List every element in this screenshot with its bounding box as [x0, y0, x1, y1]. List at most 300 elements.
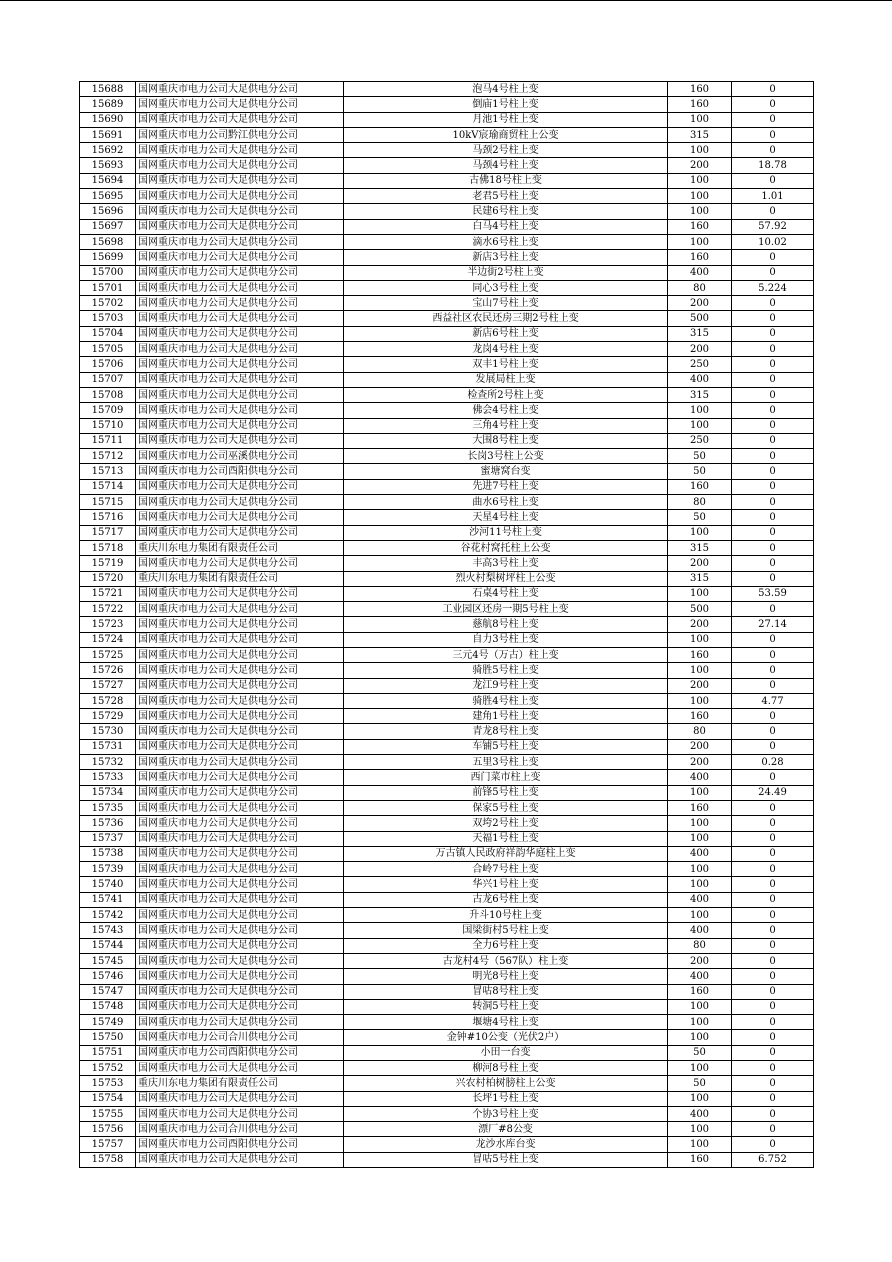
company-cell: 国网重庆市电力公司大足供电分公司 — [136, 693, 344, 708]
transformer-name-cell: 双垮2号柱上变 — [344, 816, 668, 831]
value-cell: 0 — [732, 984, 814, 999]
table-row — [80, 1061, 814, 1076]
table-row — [80, 265, 814, 280]
transformer-name-cell: 万古镇人民政府祥韵华庭柱上变 — [344, 846, 668, 861]
row-id-cell: 15722 — [80, 602, 136, 617]
value-cell: 0 — [732, 602, 814, 617]
capacity-cell: 50 — [668, 510, 732, 525]
row-id-cell: 15738 — [80, 846, 136, 861]
transformer-name-cell: 古龙村4号（567队）柱上变 — [344, 953, 668, 968]
table-row — [80, 709, 814, 724]
company-cell: 国网重庆市电力公司大足供电分公司 — [136, 846, 344, 861]
company-cell: 国网重庆市电力公司大足供电分公司 — [136, 647, 344, 662]
table-row — [80, 770, 814, 785]
value-cell: 0 — [732, 846, 814, 861]
company-cell: 国网重庆市电力公司酉阳供电分公司 — [136, 464, 344, 479]
table-row — [80, 296, 814, 311]
value-cell: 0 — [732, 510, 814, 525]
capacity-cell: 80 — [668, 495, 732, 510]
company-cell: 国网重庆市电力公司大足供电分公司 — [136, 189, 344, 204]
row-id-cell: 15703 — [80, 311, 136, 326]
value-cell: 0 — [732, 862, 814, 877]
transformer-name-cell: 古龙6号柱上变 — [344, 892, 668, 907]
company-cell: 国网重庆市电力公司大足供电分公司 — [136, 800, 344, 815]
capacity-cell: 200 — [668, 158, 732, 173]
value-cell: 0 — [732, 372, 814, 387]
row-id-cell: 15701 — [80, 280, 136, 295]
row-id-cell: 15695 — [80, 189, 136, 204]
company-cell: 重庆川东电力集团有限责任公司 — [136, 540, 344, 555]
row-id-cell: 15730 — [80, 724, 136, 739]
capacity-cell: 200 — [668, 617, 732, 632]
transformer-name-cell: 泡马4号柱上变 — [344, 82, 668, 97]
company-cell: 国网重庆市电力公司大足供电分公司 — [136, 234, 344, 249]
capacity-cell: 100 — [668, 112, 732, 127]
capacity-cell: 160 — [668, 479, 732, 494]
value-cell: 0 — [732, 678, 814, 693]
company-cell: 国网重庆市电力公司巫溪供电分公司 — [136, 449, 344, 464]
company-cell: 国网重庆市电力公司大足供电分公司 — [136, 999, 344, 1014]
value-cell: 0 — [732, 1045, 814, 1060]
value-cell: 0 — [732, 556, 814, 571]
capacity-cell: 160 — [668, 647, 732, 662]
row-id-cell: 15741 — [80, 892, 136, 907]
value-cell: 0 — [732, 800, 814, 815]
company-cell: 国网重庆市电力公司大足供电分公司 — [136, 143, 344, 158]
company-cell: 国网重庆市电力公司黔江供电分公司 — [136, 127, 344, 142]
row-id-cell: 15733 — [80, 770, 136, 785]
company-cell: 国网重庆市电力公司大足供电分公司 — [136, 709, 344, 724]
capacity-cell: 100 — [668, 862, 732, 877]
value-cell: 0 — [732, 571, 814, 586]
transformer-name-cell: 五里3号柱上变 — [344, 755, 668, 770]
table-row — [80, 280, 814, 295]
value-cell: 18.78 — [732, 158, 814, 173]
value-cell: 0 — [732, 739, 814, 754]
value-cell: 0 — [732, 831, 814, 846]
company-cell: 国网重庆市电力公司大足供电分公司 — [136, 663, 344, 678]
row-id-cell: 15689 — [80, 97, 136, 112]
value-cell: 0 — [732, 387, 814, 402]
transformer-name-cell: 明光8号柱上变 — [344, 969, 668, 984]
company-cell: 国网重庆市电力公司大足供电分公司 — [136, 495, 344, 510]
value-cell: 24.49 — [732, 785, 814, 800]
value-cell: 0 — [732, 632, 814, 647]
value-cell: 0 — [732, 173, 814, 188]
transformer-name-cell: 龙岗4号柱上变 — [344, 342, 668, 357]
value-cell: 0.28 — [732, 755, 814, 770]
company-cell: 国网重庆市电力公司大足供电分公司 — [136, 265, 344, 280]
table-row — [80, 219, 814, 234]
company-cell: 国网重庆市电力公司大足供电分公司 — [136, 755, 344, 770]
transformer-name-cell: 佛会4号柱上变 — [344, 403, 668, 418]
table-row — [80, 342, 814, 357]
row-id-cell: 15697 — [80, 219, 136, 234]
value-cell: 0 — [732, 403, 814, 418]
row-id-cell: 15753 — [80, 1076, 136, 1091]
transformer-name-cell: 合岭7号柱上变 — [344, 862, 668, 877]
table-row — [80, 999, 814, 1014]
table-row — [80, 1152, 814, 1167]
row-id-cell: 15756 — [80, 1122, 136, 1137]
value-cell: 0 — [732, 97, 814, 112]
row-id-cell: 15734 — [80, 785, 136, 800]
row-id-cell: 15700 — [80, 265, 136, 280]
company-cell: 国网重庆市电力公司大足供电分公司 — [136, 1061, 344, 1076]
capacity-cell: 100 — [668, 189, 732, 204]
value-cell: 0 — [732, 495, 814, 510]
capacity-cell: 100 — [668, 816, 732, 831]
company-cell: 国网重庆市电力公司大足供电分公司 — [136, 250, 344, 265]
transformer-name-cell: 三角4号柱上变 — [344, 418, 668, 433]
company-cell: 国网重庆市电力公司大足供电分公司 — [136, 280, 344, 295]
capacity-cell: 100 — [668, 831, 732, 846]
data-table — [79, 81, 814, 1168]
company-cell: 国网重庆市电力公司大足供电分公司 — [136, 1152, 344, 1167]
row-id-cell: 15709 — [80, 403, 136, 418]
capacity-cell: 100 — [668, 1015, 732, 1030]
value-cell: 0 — [732, 464, 814, 479]
transformer-name-cell: 前锋5号柱上变 — [344, 785, 668, 800]
value-cell: 0 — [732, 112, 814, 127]
table-row — [80, 892, 814, 907]
table-row — [80, 693, 814, 708]
value-cell: 27.14 — [732, 617, 814, 632]
capacity-cell: 100 — [668, 234, 732, 249]
row-id-cell: 15727 — [80, 678, 136, 693]
company-cell: 国网重庆市电力公司大足供电分公司 — [136, 831, 344, 846]
capacity-cell: 100 — [668, 1122, 732, 1137]
transformer-name-cell: 新店3号柱上变 — [344, 250, 668, 265]
row-id-cell: 15748 — [80, 999, 136, 1014]
capacity-cell: 50 — [668, 464, 732, 479]
transformer-name-cell: 长岗3号柱上公变 — [344, 449, 668, 464]
value-cell: 0 — [732, 127, 814, 142]
company-cell: 国网重庆市电力公司大足供电分公司 — [136, 785, 344, 800]
table-row — [80, 602, 814, 617]
company-cell: 国网重庆市电力公司大足供电分公司 — [136, 862, 344, 877]
value-cell: 53.59 — [732, 586, 814, 601]
table-row — [80, 158, 814, 173]
table-row — [80, 433, 814, 448]
company-cell: 国网重庆市电力公司大足供电分公司 — [136, 326, 344, 341]
capacity-cell: 160 — [668, 800, 732, 815]
company-cell: 国网重庆市电力公司大足供电分公司 — [136, 617, 344, 632]
table-row — [80, 1076, 814, 1091]
capacity-cell: 160 — [668, 82, 732, 97]
capacity-cell: 100 — [668, 173, 732, 188]
transformer-name-cell: 检查所2号柱上变 — [344, 387, 668, 402]
value-cell: 0 — [732, 1122, 814, 1137]
value-cell: 0 — [732, 770, 814, 785]
company-cell: 国网重庆市电力公司合川供电分公司 — [136, 1122, 344, 1137]
transformer-name-cell: 小田一台变 — [344, 1045, 668, 1060]
capacity-cell: 315 — [668, 387, 732, 402]
row-id-cell: 15755 — [80, 1106, 136, 1121]
company-cell: 国网重庆市电力公司大足供电分公司 — [136, 311, 344, 326]
transformer-name-cell: 金钟#10公变（光伏2户） — [344, 1030, 668, 1045]
transformer-name-cell: 升斗10号柱上变 — [344, 908, 668, 923]
transformer-name-cell: 漂厂#8公变 — [344, 1122, 668, 1137]
capacity-cell: 100 — [668, 877, 732, 892]
value-cell: 0 — [732, 311, 814, 326]
company-cell: 国网重庆市电力公司大足供电分公司 — [136, 953, 344, 968]
transformer-name-cell: 三元4号（万古）柱上变 — [344, 647, 668, 662]
table-row — [80, 112, 814, 127]
transformer-name-cell: 堰塘4号柱上变 — [344, 1015, 668, 1030]
row-id-cell: 15726 — [80, 663, 136, 678]
row-id-cell: 15688 — [80, 82, 136, 97]
table-row — [80, 449, 814, 464]
company-cell: 国网重庆市电力公司大足供电分公司 — [136, 296, 344, 311]
capacity-cell: 500 — [668, 602, 732, 617]
value-cell: 0 — [732, 1137, 814, 1152]
row-id-cell: 15711 — [80, 433, 136, 448]
table-body — [80, 82, 814, 1168]
value-cell: 0 — [732, 1030, 814, 1045]
table-row — [80, 143, 814, 158]
transformer-name-cell: 保家5号柱上变 — [344, 800, 668, 815]
table-row — [80, 969, 814, 984]
row-id-cell: 15706 — [80, 357, 136, 372]
table-row — [80, 831, 814, 846]
capacity-cell: 400 — [668, 892, 732, 907]
table-row — [80, 571, 814, 586]
table-row — [80, 510, 814, 525]
value-cell: 0 — [732, 342, 814, 357]
capacity-cell: 100 — [668, 1030, 732, 1045]
row-id-cell: 15715 — [80, 495, 136, 510]
row-id-cell: 15757 — [80, 1137, 136, 1152]
value-cell: 0 — [732, 418, 814, 433]
table-row — [80, 464, 814, 479]
row-id-cell: 15737 — [80, 831, 136, 846]
capacity-cell: 400 — [668, 372, 732, 387]
company-cell: 重庆川东电力集团有限责任公司 — [136, 571, 344, 586]
capacity-cell: 500 — [668, 311, 732, 326]
value-cell: 0 — [732, 877, 814, 892]
transformer-name-cell: 马颈2号柱上变 — [344, 143, 668, 158]
table-row — [80, 372, 814, 387]
value-cell: 0 — [732, 892, 814, 907]
value-cell: 0 — [732, 296, 814, 311]
company-cell: 国网重庆市电力公司大足供电分公司 — [136, 1091, 344, 1106]
company-cell: 国网重庆市电力公司大足供电分公司 — [136, 938, 344, 953]
row-id-cell: 15720 — [80, 571, 136, 586]
value-cell: 6.752 — [732, 1152, 814, 1167]
company-cell: 国网重庆市电力公司大足供电分公司 — [136, 770, 344, 785]
capacity-cell: 200 — [668, 953, 732, 968]
capacity-cell: 100 — [668, 908, 732, 923]
value-cell: 0 — [732, 449, 814, 464]
transformer-name-cell: 慈航8号柱上变 — [344, 617, 668, 632]
table-row — [80, 877, 814, 892]
transformer-name-cell: 工业园区还房一期5号柱上变 — [344, 602, 668, 617]
transformer-name-cell: 国梁街村5号柱上变 — [344, 923, 668, 938]
value-cell: 0 — [732, 663, 814, 678]
table-row — [80, 1122, 814, 1137]
value-cell: 0 — [732, 326, 814, 341]
transformer-name-cell: 老君5号柱上变 — [344, 189, 668, 204]
capacity-cell: 160 — [668, 250, 732, 265]
value-cell: 0 — [732, 709, 814, 724]
row-id-cell: 15704 — [80, 326, 136, 341]
row-id-cell: 15729 — [80, 709, 136, 724]
capacity-cell: 400 — [668, 846, 732, 861]
table-row — [80, 953, 814, 968]
company-cell: 国网重庆市电力公司大足供电分公司 — [136, 556, 344, 571]
row-id-cell: 15749 — [80, 1015, 136, 1030]
transformer-name-cell: 曲水6号柱上变 — [344, 495, 668, 510]
table-row — [80, 1091, 814, 1106]
row-id-cell: 15712 — [80, 449, 136, 464]
transformer-name-cell: 白马4号柱上变 — [344, 219, 668, 234]
transformer-name-cell: 青龙8号柱上变 — [344, 724, 668, 739]
table-row — [80, 387, 814, 402]
value-cell: 0 — [732, 143, 814, 158]
capacity-cell: 200 — [668, 755, 732, 770]
company-cell: 国网重庆市电力公司大足供电分公司 — [136, 908, 344, 923]
company-cell: 国网重庆市电力公司合川供电分公司 — [136, 1030, 344, 1045]
capacity-cell: 50 — [668, 449, 732, 464]
company-cell: 国网重庆市电力公司大足供电分公司 — [136, 372, 344, 387]
transformer-name-cell: 冒咕8号柱上变 — [344, 984, 668, 999]
transformer-name-cell: 转洞5号柱上变 — [344, 999, 668, 1014]
row-id-cell: 15717 — [80, 525, 136, 540]
transformer-name-cell: 骑胜4号柱上变 — [344, 693, 668, 708]
transformer-name-cell: 谷花村窝托柱上公变 — [344, 540, 668, 555]
row-id-cell: 15736 — [80, 816, 136, 831]
transformer-name-cell: 西门菜市柱上变 — [344, 770, 668, 785]
company-cell: 国网重庆市电力公司大足供电分公司 — [136, 632, 344, 647]
value-cell: 0 — [732, 1061, 814, 1076]
value-cell: 0 — [732, 999, 814, 1014]
company-cell: 国网重庆市电力公司大足供电分公司 — [136, 433, 344, 448]
company-cell: 国网重庆市电力公司酉阳供电分公司 — [136, 1137, 344, 1152]
row-id-cell: 15743 — [80, 923, 136, 938]
table-row — [80, 785, 814, 800]
transformer-name-cell: 华兴1号柱上变 — [344, 877, 668, 892]
value-cell: 0 — [732, 1076, 814, 1091]
transformer-name-cell: 全力6号柱上变 — [344, 938, 668, 953]
table-row — [80, 540, 814, 555]
transformer-name-cell: 龙江9号柱上变 — [344, 678, 668, 693]
capacity-cell: 100 — [668, 785, 732, 800]
table-row — [80, 189, 814, 204]
row-id-cell: 15735 — [80, 800, 136, 815]
value-cell: 0 — [732, 357, 814, 372]
capacity-cell: 100 — [668, 525, 732, 540]
transformer-name-cell: 沙河11号柱上变 — [344, 525, 668, 540]
company-cell: 国网重庆市电力公司大足供电分公司 — [136, 204, 344, 219]
row-id-cell: 15723 — [80, 617, 136, 632]
value-cell: 0 — [732, 1015, 814, 1030]
capacity-cell: 100 — [668, 204, 732, 219]
value-cell: 57.92 — [732, 219, 814, 234]
row-id-cell: 15691 — [80, 127, 136, 142]
row-id-cell: 15694 — [80, 173, 136, 188]
company-cell: 国网重庆市电力公司大足供电分公司 — [136, 984, 344, 999]
value-cell: 0 — [732, 540, 814, 555]
transformer-name-cell: 古佛18号柱上变 — [344, 173, 668, 188]
row-id-cell: 15699 — [80, 250, 136, 265]
capacity-cell: 200 — [668, 678, 732, 693]
row-id-cell: 15696 — [80, 204, 136, 219]
table-row — [80, 1015, 814, 1030]
capacity-cell: 315 — [668, 571, 732, 586]
table-row — [80, 556, 814, 571]
transformer-name-cell: 新店6号柱上变 — [344, 326, 668, 341]
value-cell: 0 — [732, 1091, 814, 1106]
table-row — [80, 234, 814, 249]
row-id-cell: 15690 — [80, 112, 136, 127]
table-row — [80, 82, 814, 97]
value-cell: 0 — [732, 250, 814, 265]
capacity-cell: 400 — [668, 923, 732, 938]
table-row — [80, 403, 814, 418]
company-cell: 国网重庆市电力公司大足供电分公司 — [136, 892, 344, 907]
capacity-cell: 100 — [668, 418, 732, 433]
company-cell: 国网重庆市电力公司大足供电分公司 — [136, 479, 344, 494]
transformer-name-cell: 车铺5号柱上变 — [344, 739, 668, 754]
value-cell: 0 — [732, 82, 814, 97]
table-row — [80, 173, 814, 188]
row-id-cell: 15740 — [80, 877, 136, 892]
value-cell: 0 — [732, 953, 814, 968]
value-cell: 0 — [732, 433, 814, 448]
value-cell: 0 — [732, 908, 814, 923]
capacity-cell: 100 — [668, 1091, 732, 1106]
transformer-name-cell: 民建6号柱上变 — [344, 204, 668, 219]
row-id-cell: 15718 — [80, 540, 136, 555]
transformer-name-cell: 烈火村梨树坪柱上公变 — [344, 571, 668, 586]
row-id-cell: 15698 — [80, 234, 136, 249]
transformer-name-cell: 双丰1号柱上变 — [344, 357, 668, 372]
company-cell: 国网重庆市电力公司大足供电分公司 — [136, 525, 344, 540]
capacity-cell: 100 — [668, 143, 732, 158]
company-cell: 国网重庆市电力公司大足供电分公司 — [136, 418, 344, 433]
row-id-cell: 15746 — [80, 969, 136, 984]
table-row — [80, 326, 814, 341]
transformer-name-cell: 半边街2号柱上变 — [344, 265, 668, 280]
capacity-cell: 160 — [668, 1152, 732, 1167]
capacity-cell: 400 — [668, 770, 732, 785]
capacity-cell: 200 — [668, 739, 732, 754]
company-cell: 国网重庆市电力公司大足供电分公司 — [136, 510, 344, 525]
top-rule — [0, 0, 892, 1]
table-row — [80, 1045, 814, 1060]
table-row — [80, 1137, 814, 1152]
capacity-cell: 80 — [668, 280, 732, 295]
company-cell: 国网重庆市电力公司大足供电分公司 — [136, 969, 344, 984]
row-id-cell: 15716 — [80, 510, 136, 525]
table-row — [80, 525, 814, 540]
row-id-cell: 15702 — [80, 296, 136, 311]
capacity-cell: 160 — [668, 97, 732, 112]
capacity-cell: 400 — [668, 969, 732, 984]
transformer-name-cell: 宝山7号柱上变 — [344, 296, 668, 311]
row-id-cell: 15707 — [80, 372, 136, 387]
value-cell: 0 — [732, 923, 814, 938]
row-id-cell: 15719 — [80, 556, 136, 571]
row-id-cell: 15693 — [80, 158, 136, 173]
capacity-cell: 50 — [668, 1076, 732, 1091]
transformer-name-cell: 西益社区农民还房三期2号柱上变 — [344, 311, 668, 326]
value-cell: 0 — [732, 724, 814, 739]
capacity-cell: 80 — [668, 724, 732, 739]
capacity-cell: 315 — [668, 540, 732, 555]
capacity-cell: 100 — [668, 586, 732, 601]
